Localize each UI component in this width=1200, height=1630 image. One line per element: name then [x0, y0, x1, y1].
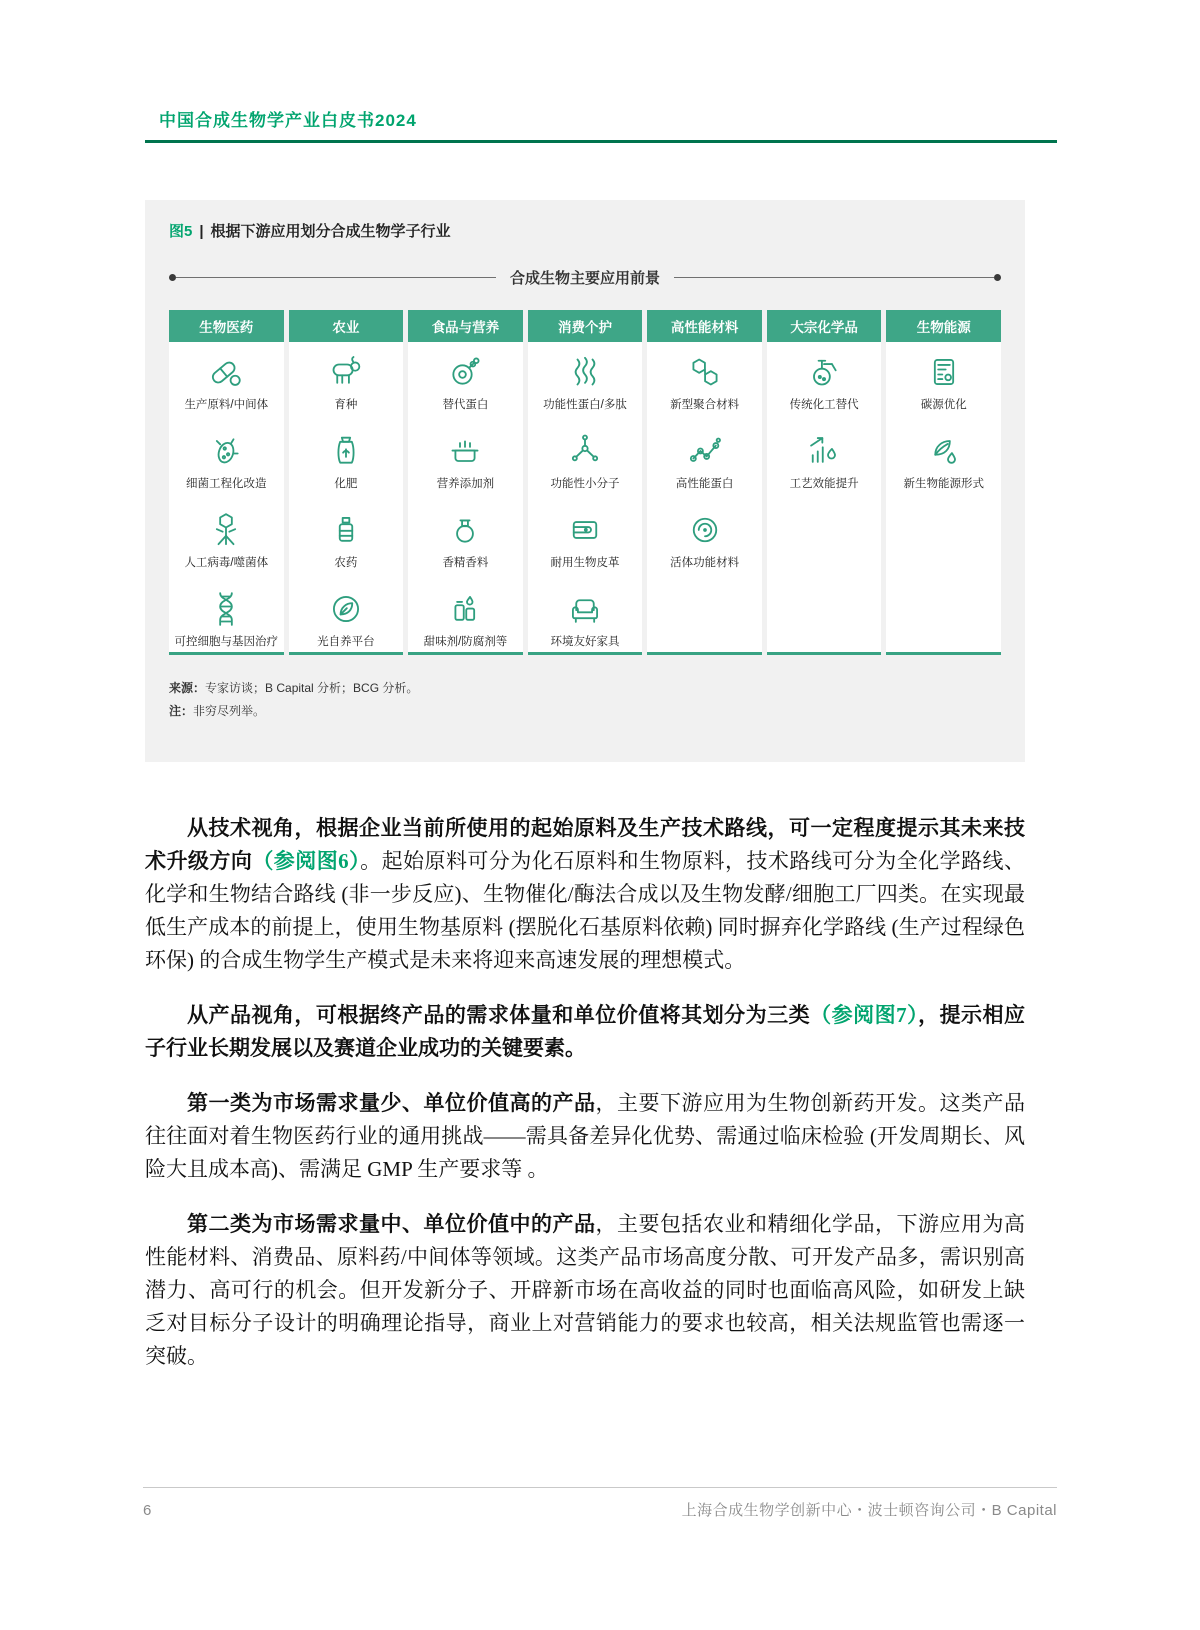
application-item: [767, 421, 882, 500]
phage-icon: [206, 510, 246, 550]
application-column: [289, 310, 404, 655]
application-item: [408, 500, 523, 579]
column-items: [528, 342, 643, 658]
item-label: 人工病毒/噬菌体: [184, 556, 269, 569]
item-label: 可控细胞与基因治疗: [174, 635, 279, 648]
diagram-header: [169, 267, 1001, 288]
figure-note: [169, 702, 1001, 719]
figure-reference-link[interactable]: （参阅图6）: [252, 848, 361, 873]
text-segment: 第一类为市场需求量少、单位价值高的产品: [187, 1090, 596, 1115]
item-label: 耐用生物皮革: [550, 556, 620, 569]
document-header: [145, 106, 1057, 143]
column-header: 生物能源: [886, 310, 1001, 342]
column-items: [408, 342, 523, 658]
additive-bottles-icon: [445, 589, 485, 629]
application-item: [886, 421, 1001, 500]
application-item: [886, 342, 1001, 421]
page-number: 6: [143, 1502, 152, 1519]
connector-line: [674, 277, 994, 278]
figure-title: [169, 220, 1001, 241]
item-label: 新生物能源形式: [903, 477, 984, 490]
body-paragraph: [145, 999, 1025, 1065]
dna-icon: [206, 589, 246, 629]
body-paragraph: [145, 812, 1025, 977]
column-items: [647, 342, 762, 652]
carbon-meter-icon: [924, 352, 964, 392]
column-header: 生物医药: [169, 310, 284, 342]
document-header-title: 中国合成生物学产业白皮书2024: [159, 111, 417, 130]
peptide-icon: [565, 352, 605, 392]
source-text: 专家访谈；B Capital 分析；BCG 分析。: [205, 681, 419, 695]
living-material-icon: [685, 510, 725, 550]
application-item: [528, 500, 643, 579]
header-rule-divider: [145, 140, 1057, 143]
figure-title-text: 根据下游应用划分合成生物学子行业: [210, 223, 451, 240]
item-label: 工艺效能提升: [789, 477, 859, 490]
item-label: 农药: [334, 556, 358, 569]
application-item: [767, 342, 882, 421]
connector-line: [176, 277, 496, 278]
application-column: [169, 310, 284, 655]
item-label: 香精香料: [442, 556, 489, 569]
item-label: 碳源优化: [920, 398, 967, 411]
sofa-icon: [565, 589, 605, 629]
small-molecule-icon: [565, 431, 605, 471]
figure-number: 图5: [169, 223, 193, 240]
column-items: [886, 342, 1001, 652]
pesticide-bottle-icon: [326, 510, 366, 550]
photoautotroph-icon: [326, 589, 366, 629]
application-columns: [169, 310, 1001, 655]
note-label: 注：: [169, 704, 194, 718]
line-end-dot: [169, 274, 176, 281]
item-label: 高性能蛋白: [675, 477, 734, 490]
body-text: [145, 812, 1025, 1395]
application-item: [289, 421, 404, 500]
text-segment: ，主要包括农业和精细化学品，下游应用为高性能材料、消费品、原料药/中间体等领域。这类产品市场高度分散、可开发产品多，需识别高潜力、高可行的机会。但开发新分子、开辟新市场在高收益的同时也面临高风险，如研发上缺乏对目标分子设计的明确理论指导，商业上对营销能力的要求也较高，相关法规监管也需逐一突破。: [145, 1211, 1025, 1368]
bioenergy-icon: [924, 431, 964, 471]
application-column: [528, 310, 643, 655]
item-label: 光自养平台: [317, 635, 375, 648]
column-items: [767, 342, 882, 652]
application-item: [169, 421, 284, 500]
column-header: 农业: [289, 310, 404, 342]
text-segment: 从技术视角，根据企业当前所使用的起始原料及生产技术路线，可一定程度提示其未来技术升级方向: [145, 816, 1025, 873]
text-segment: 。起始原料可分为化石原料和生物原料，技术路线可分为全化学路线、化学和生物结合路线 (非一步反应)、生物催化/酶法合成以及生物发酵/细胞工厂四类。在实现最低生产成本的前提上，使用生物基原料 (摆脱化石基原料依赖) 同时摒弃化学路线 (生产过程绿色环保) 的合成生物学生产模式是未来将迎来高速发展的理想模式。: [145, 848, 1026, 972]
item-label: 活体功能材料: [670, 556, 740, 569]
livestock-icon: [326, 352, 366, 392]
efficiency-icon: [804, 431, 844, 471]
column-header: 高性能材料: [647, 310, 762, 342]
application-item: [169, 579, 284, 658]
application-item: [647, 421, 762, 500]
body-paragraph: [145, 1087, 1025, 1186]
item-label: 替代蛋白: [442, 398, 489, 411]
fertilizer-bag-icon: [326, 431, 366, 471]
item-label: 化肥: [334, 477, 358, 490]
diagram-title: 合成生物主要应用前景: [510, 270, 661, 287]
column-items: [169, 342, 284, 658]
line-end-dot: [994, 274, 1001, 281]
polymer-icon: [685, 352, 725, 392]
application-item: [289, 500, 404, 579]
protein-chain-icon: [685, 431, 725, 471]
column-header: 大宗化学品: [767, 310, 882, 342]
application-column: [886, 310, 1001, 655]
application-item: [169, 500, 284, 579]
item-label: 功能性小分子: [550, 477, 620, 490]
application-item: [169, 342, 284, 421]
text-segment: ，提示相应子行业长期发展以及赛道企业成功的关键要素。: [145, 1002, 1026, 1060]
application-item: [408, 342, 523, 421]
column-header: 消费个护: [528, 310, 643, 342]
item-label: 细菌工程化改造: [186, 477, 267, 490]
text-segment: 第二类为市场需求量中、单位价值中的产品: [187, 1211, 596, 1236]
application-column: [408, 310, 523, 655]
item-label: 传统化工替代: [789, 398, 859, 411]
application-item: [528, 579, 643, 658]
bacteria-icon: [206, 431, 246, 471]
column-header: 食品与营养: [408, 310, 523, 342]
item-label: 营养添加剂: [436, 477, 495, 490]
body-paragraph: [145, 1208, 1025, 1373]
document-footer: [143, 1487, 1057, 1520]
item-label: 环境友好家具: [550, 635, 620, 648]
item-label: 甜味剂/防腐剂等: [423, 635, 508, 648]
application-item: [408, 421, 523, 500]
text-segment: ，主要下游应用为生物创新药开发。这类产品往往面对着生物医药行业的通用挑战——需具备差异化优势、需通过临床检验 (开发周期长、风险大且成本高)、需满足 GMP 生产要求等 。: [145, 1090, 1025, 1181]
footer-text: 上海合成生物学创新中心・波士顿咨询公司・B Capital: [681, 1502, 1057, 1519]
figure-5-panel: [145, 200, 1025, 762]
application-item: [289, 579, 404, 658]
item-label: 生产原料/中间体: [184, 398, 269, 411]
item-label: 新型聚合材料: [670, 398, 740, 411]
application-item: [289, 342, 404, 421]
capsule-icon: [206, 352, 246, 392]
text-segment: 从产品视角，可根据终产品的需求体量和单位价值将其划分为三类: [187, 1002, 811, 1027]
note-text: 非穷尽列举。: [193, 704, 266, 718]
leather-icon: [565, 510, 605, 550]
cooking-pot-icon: [445, 431, 485, 471]
item-label: 功能性蛋白/多肽: [543, 398, 627, 411]
application-item: [528, 342, 643, 421]
application-item: [408, 579, 523, 658]
application-item: [647, 342, 762, 421]
application-item: [528, 421, 643, 500]
meat-icon: [445, 352, 485, 392]
application-column: [647, 310, 762, 655]
source-label: 来源：: [169, 681, 206, 695]
item-label: 育种: [334, 398, 358, 411]
chemical-flask-icon: [804, 352, 844, 392]
application-item: [647, 500, 762, 579]
column-items: [289, 342, 404, 658]
application-column: [767, 310, 882, 655]
figure-title-separator: |: [199, 223, 204, 240]
figure-reference-link[interactable]: （参阅图7）: [810, 1002, 919, 1027]
figure-source: [169, 679, 1001, 696]
flavor-flask-icon: [445, 510, 485, 550]
